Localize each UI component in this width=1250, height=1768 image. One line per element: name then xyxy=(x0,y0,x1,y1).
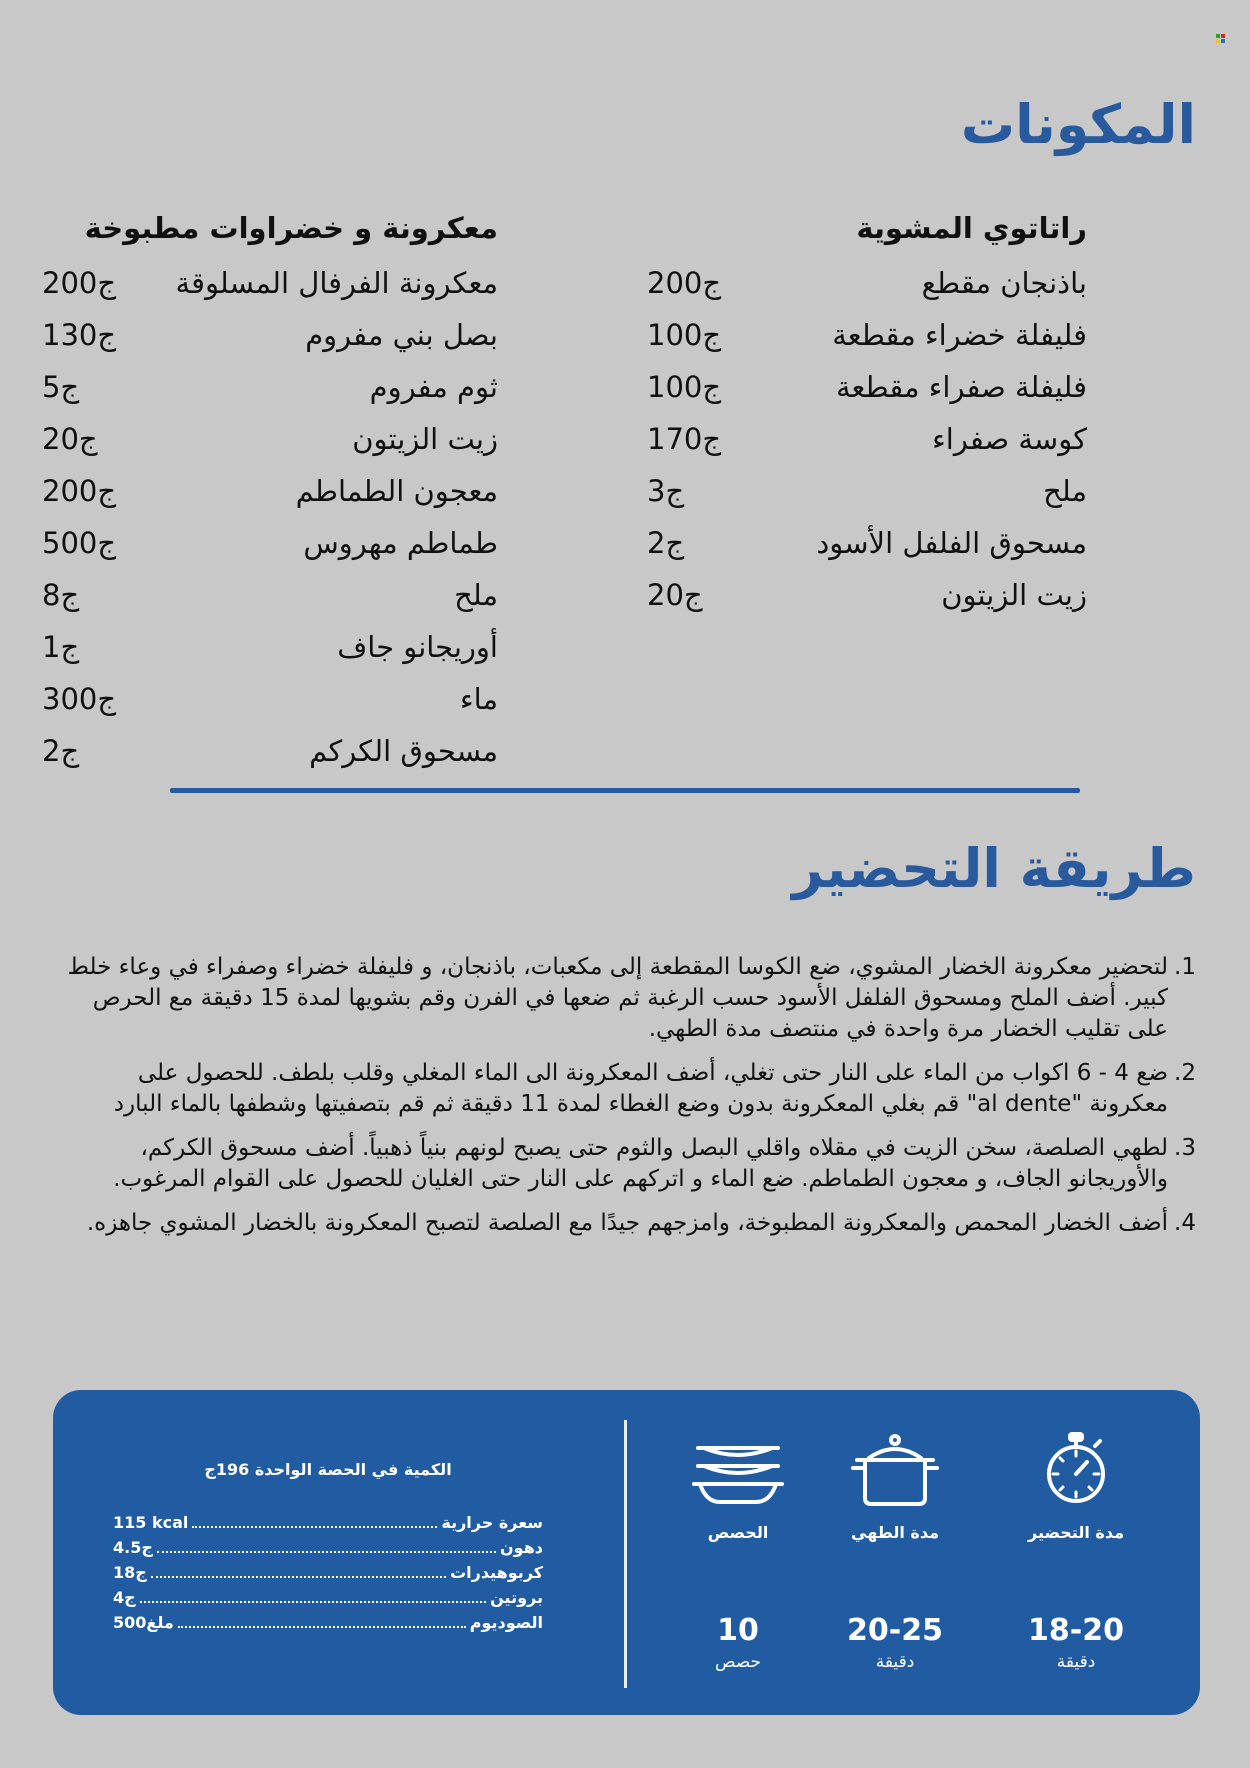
ingredient-name: أوريجانو جاف xyxy=(337,630,498,664)
dot-leader xyxy=(151,1564,446,1578)
ingredient-row xyxy=(647,361,1087,413)
ingredient-row xyxy=(647,413,1087,465)
dot-leader xyxy=(178,1614,466,1628)
nutrient-label: الصوديوم xyxy=(469,1613,543,1632)
ingredient-qty: 5ج xyxy=(42,370,80,404)
cook-time-unit: دقيقة xyxy=(875,1652,915,1672)
color-square-red xyxy=(1221,34,1225,38)
step-number: 4. xyxy=(1174,1210,1196,1236)
stopwatch-icon xyxy=(1041,1432,1111,1506)
servings-label: الحصص xyxy=(707,1523,769,1542)
step-text: لطهي الصلصة، سخن الزيت في مقلاه واقلي البصل والثوم حتى يصبح لونهم بنياً ذهبياً. أضف مسحوق الكركم، والأوريجانو الجاف، و معجون الطماطم. ضع الماء و اتركهم على النار حتى الغليان للحصول على القوام المرغوب. xyxy=(113,1135,1168,1192)
step-text: أضف الخضار المحمص والمعكرونة المطبوخة، وامزجهم جيدًا مع الصلصة لتصبح المعكرونة بالخضار المشوي جاهزه. xyxy=(86,1210,1168,1236)
step-text: ضع 4 - 6 اكواب من الماء على النار حتى تغلي، أضف المعكرونة الى الماء المغلي وقلب بلطف. للحصول على معكرونة "al dente" قم بغلي المعكرونة بدون وضع الغطاء لمدة 11 دقيقة ثم قم بتصفيتها وشطفها بالماء البارد xyxy=(113,1060,1168,1117)
nutrition-row xyxy=(113,1613,543,1638)
ingredient-qty: 200ج xyxy=(647,266,722,300)
nutrition-header: الكمية في الحصة الواحدة 196ج xyxy=(204,1460,452,1479)
nutrient-label: سعرة حرارية xyxy=(441,1513,543,1532)
ingredient-qty: 3ج xyxy=(647,474,685,508)
step-number: 2. xyxy=(1174,1060,1196,1086)
ingredient-qty: 8ج xyxy=(42,578,80,612)
color-square-blue xyxy=(1221,39,1225,43)
servings-info xyxy=(663,1432,813,1673)
ingredient-qty: 20ج xyxy=(42,422,98,456)
ingredient-name: مسحوق الكركم xyxy=(309,734,498,768)
cook-time-value: 20-25 xyxy=(847,1613,943,1648)
ingredient-qty: 1ج xyxy=(42,630,80,664)
ingredient-row xyxy=(647,257,1087,309)
ingredient-row xyxy=(42,309,498,361)
ingredient-name: زيت الزيتون xyxy=(941,578,1087,612)
method-steps xyxy=(56,952,1196,1252)
step-number: 1. xyxy=(1174,954,1196,980)
color-mark-icon xyxy=(1216,34,1225,43)
ingredient-row xyxy=(42,725,498,777)
ingredient-name: معكرونة الفرفال المسلوقة xyxy=(175,266,498,300)
ingredient-name: فليفلة صفراء مقطعة xyxy=(836,370,1087,404)
ingredient-row xyxy=(42,621,498,673)
ingredient-name: طماطم مهروس xyxy=(303,526,498,560)
ingredient-name: ملح xyxy=(454,578,498,612)
ingredient-row xyxy=(42,361,498,413)
nutrition-row xyxy=(113,1563,543,1588)
ingredient-row xyxy=(647,569,1087,621)
nutrient-value: 115 kcal xyxy=(113,1513,189,1532)
servings-value: 10 xyxy=(717,1613,759,1648)
nutrient-value: 500ملغ xyxy=(113,1613,174,1632)
group-title: راتاتوي المشوية xyxy=(856,211,1087,245)
dot-leader xyxy=(140,1589,486,1603)
ingredient-qty: 20ج xyxy=(647,578,703,612)
ingredient-row xyxy=(42,257,498,309)
ingredient-qty: 500ج xyxy=(42,526,117,560)
step-number: 3. xyxy=(1174,1135,1196,1161)
ingredient-row xyxy=(647,517,1087,569)
method-title: طريقة التحضير xyxy=(792,837,1196,900)
prep-time-value: 18-20 xyxy=(1028,1613,1124,1648)
group-title: معكرونة و خضراوات مطبوخة xyxy=(84,211,498,245)
ingredient-qty: 200ج xyxy=(42,266,117,300)
ingredient-name: معجون الطماطم xyxy=(295,474,498,508)
ingredient-row xyxy=(42,517,498,569)
recipe-info-panel xyxy=(53,1390,1200,1715)
panel-divider xyxy=(624,1420,627,1688)
nutrition-row xyxy=(113,1513,543,1538)
ingredient-qty: 170ج xyxy=(647,422,722,456)
step-text: لتحضير معكرونة الخضار المشوي، ضع الكوسا المقطعة إلى مكعبات، باذنجان، و فليفلة خضراء وصفراء في وعاء خلط كبير. أضف الملح ومسحوق الفلفل الأسود حسب الرغبة ثم ضعها في الفرن وقم بشويها لمدة 15 دقيقة مع الحرص على تقليب الخضار مرة واحدة في منتصف مدة الطهي. xyxy=(67,954,1168,1042)
ingredient-name: ثوم مفروم xyxy=(369,370,498,404)
nutrient-label: دهون xyxy=(500,1538,543,1557)
ingredient-name: باذنجان مقطع xyxy=(921,266,1087,300)
cook-time-label: مدة الطهي xyxy=(851,1523,939,1542)
ingredient-qty: 200ج xyxy=(42,474,117,508)
ingredient-row xyxy=(42,413,498,465)
ingredient-name: مسحوق الفلفل الأسود xyxy=(816,526,1087,560)
method-step xyxy=(56,1058,1196,1120)
method-step xyxy=(56,952,1196,1045)
pot-icon xyxy=(847,1432,943,1506)
dot-leader xyxy=(157,1539,496,1553)
ingredient-qty: 2ج xyxy=(647,526,685,560)
ingredient-row xyxy=(647,309,1087,361)
ingredient-row xyxy=(42,673,498,725)
nutrient-value: 18ج xyxy=(113,1563,147,1582)
nutrition-facts xyxy=(113,1460,543,1638)
prep-time-unit: دقيقة xyxy=(1056,1652,1096,1672)
cook-time-info xyxy=(820,1432,970,1673)
nutrient-value: 4.5ج xyxy=(113,1538,153,1557)
servings-unit: حصص xyxy=(714,1652,762,1672)
ingredient-name: زيت الزيتون xyxy=(352,422,498,456)
prep-time-label: مدة التحضير xyxy=(1028,1523,1124,1542)
ingredient-name: كوسة صفراء xyxy=(932,422,1087,456)
color-square-yellow xyxy=(1216,39,1220,43)
ingredient-qty: 300ج xyxy=(42,682,117,716)
ingredient-qty: 130ج xyxy=(42,318,117,352)
ingredient-row xyxy=(42,569,498,621)
prep-time-info xyxy=(1001,1432,1151,1673)
dot-leader xyxy=(192,1514,437,1528)
ingredient-qty: 100ج xyxy=(647,318,722,352)
ingredient-row xyxy=(42,465,498,517)
ingredient-row xyxy=(647,465,1087,517)
method-step xyxy=(56,1133,1196,1195)
color-square-green xyxy=(1216,34,1220,38)
plates-icon xyxy=(690,1432,786,1506)
ingredient-name: فليفلة خضراء مقطعة xyxy=(832,318,1087,352)
ingredient-qty: 100ج xyxy=(647,370,722,404)
nutrient-label: كربوهيدرات xyxy=(450,1563,543,1582)
ingredient-name: ملح xyxy=(1043,474,1087,508)
ingredient-name: بصل بني مفروم xyxy=(305,318,498,352)
nutrition-row xyxy=(113,1538,543,1563)
ingredient-group-grilled xyxy=(647,205,1087,621)
ingredient-group-pasta xyxy=(42,205,498,777)
nutrient-label: بروتين xyxy=(490,1588,543,1607)
section-divider xyxy=(170,788,1080,793)
nutrition-row xyxy=(113,1588,543,1613)
method-step xyxy=(56,1208,1196,1239)
nutrient-value: 4ج xyxy=(113,1588,136,1607)
ingredient-name: ماء xyxy=(459,682,498,716)
ingredients-title: المكونات xyxy=(960,93,1196,156)
ingredient-qty: 2ج xyxy=(42,734,80,768)
